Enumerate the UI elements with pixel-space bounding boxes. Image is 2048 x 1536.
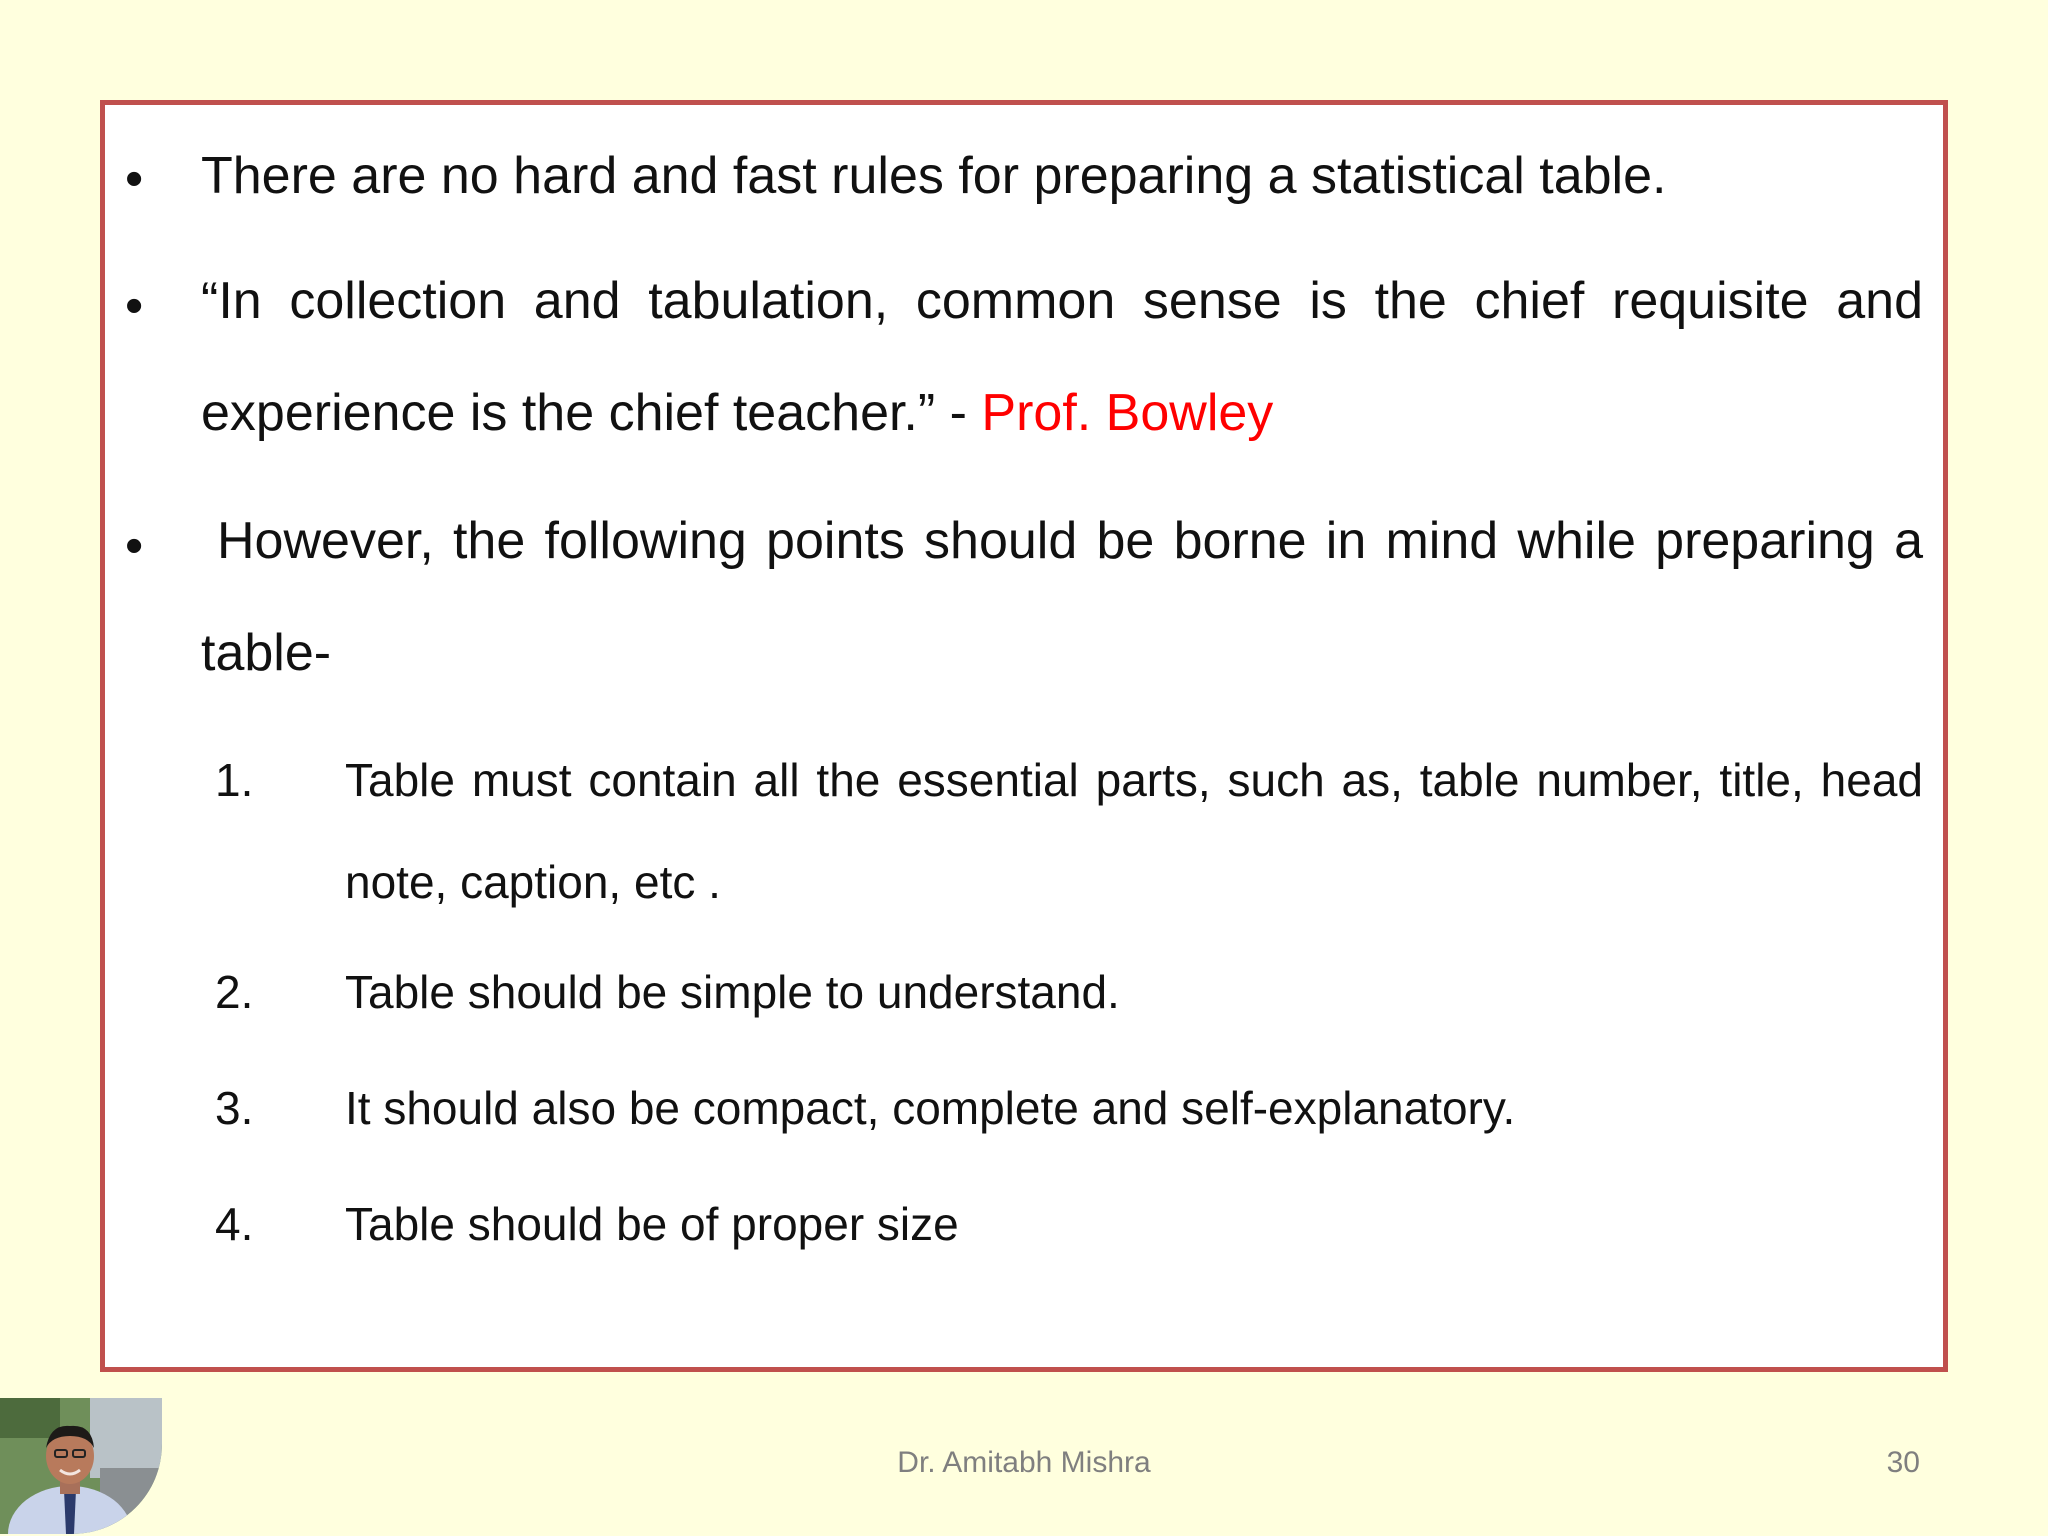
item-number: 1. [215,754,254,806]
bullet-symbol: • [125,277,144,335]
content-box [100,100,1948,1372]
bullet-text [201,245,1923,469]
numbered-item [105,1081,1943,1151]
numbered-item [105,729,1943,939]
item-number: 2. [215,966,254,1018]
numbered-item [105,1197,1943,1267]
item-text: It should also be compact, complete and self-explanatory. [345,1082,1516,1134]
page-number: 30 [1886,1446,1920,1479]
numbered-item [105,965,1943,1035]
bullet-item [105,145,1943,225]
item-text: Table should be simple to understand. [345,966,1120,1018]
bullet-text: However, the following points should be borne in mind while preparing a table- [201,512,1923,682]
bullet-symbol: • [125,150,144,208]
item-number: 4. [215,1198,254,1250]
item-text: Table must contain all the essential parts, such as, table number, title, head note, caption, etc . [345,754,1923,908]
footer-author: Dr. Amitabh Mishra [897,1446,1151,1479]
bullet-item [105,245,1943,475]
bullet-item [105,485,1943,715]
item-number: 3. [215,1082,254,1134]
quote-text: “In collection and tabulation, common sense is the chief requisite and experience is the chief teacher.” - [201,272,1923,442]
bullet-symbol: • [125,517,144,575]
bullet-text: There are no hard and fast rules for preparing a statistical table. [201,147,1667,205]
item-text: Table should be of proper size [345,1198,959,1250]
quote-author: Prof. Bowley [981,384,1274,442]
